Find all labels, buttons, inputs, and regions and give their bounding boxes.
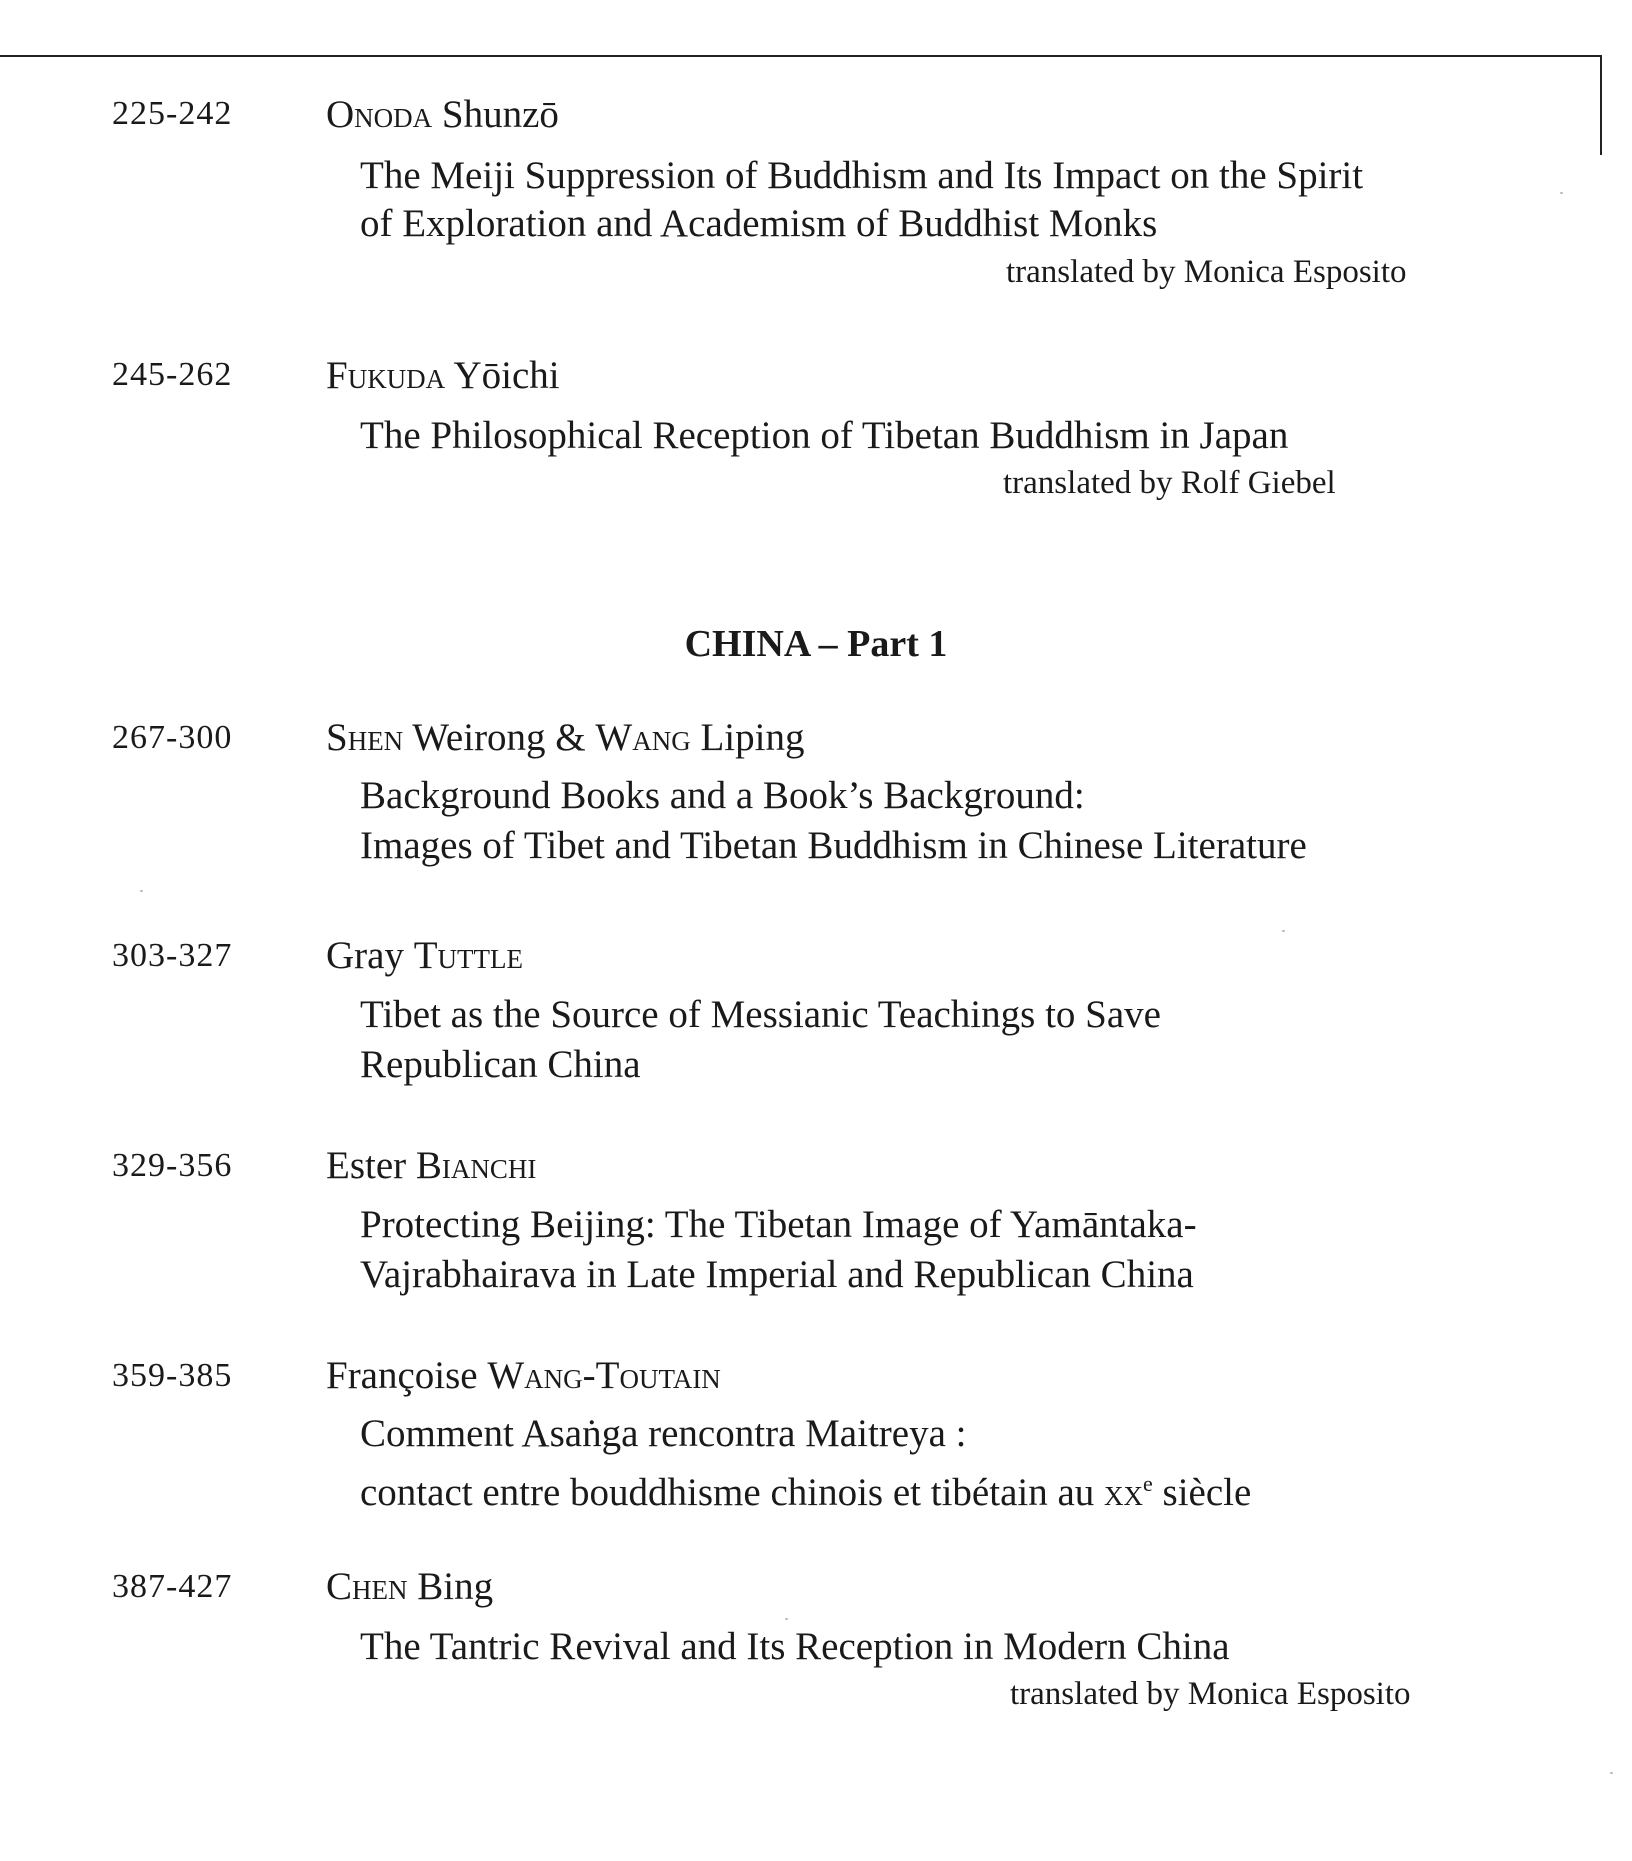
author: Fukuda Yōichi	[326, 354, 560, 397]
author: Shen Weirong & Wang Liping	[326, 716, 805, 759]
top-rule	[0, 55, 1602, 57]
article-title-line: Tibet as the Source of Messianic Teachings to Save	[360, 993, 1161, 1036]
scan-speck	[1610, 1772, 1613, 1774]
right-rule	[1600, 55, 1602, 155]
article-title-line: Images of Tibet and Tibetan Buddhism in Chinese Literature	[360, 824, 1307, 867]
article-title-line: of Exploration and Academism of Buddhist Monks	[360, 202, 1158, 245]
scan-speck	[1282, 930, 1285, 932]
page-range: 359-385	[112, 1357, 233, 1394]
translator-credit: translated by Monica Esposito	[1006, 254, 1407, 290]
scan-speck	[785, 1618, 788, 1620]
article-title-line: The Tantric Revival and Its Reception in Modern China	[360, 1625, 1230, 1668]
article-title-line: The Meiji Suppression of Buddhism and Its Impact on the Spirit	[360, 154, 1364, 197]
page-range: 303-327	[112, 937, 233, 974]
author: Onoda Shunzō	[326, 93, 559, 136]
article-title-line: The Philosophical Reception of Tibetan Buddhism in Japan	[360, 414, 1289, 457]
page-range: 387-427	[112, 1568, 233, 1605]
author: Françoise Wang-Toutain	[326, 1354, 721, 1397]
article-title-line: Vajrabhairava in Late Imperial and Republican China	[360, 1253, 1194, 1296]
article-title-line: Background Books and a Book’s Background:	[360, 774, 1085, 817]
section-heading: CHINA – Part 1	[684, 623, 948, 665]
author: Gray Tuttle	[326, 934, 524, 977]
author: Chen Bing	[326, 1565, 494, 1608]
article-title-line: contact entre bouddhisme chinois et tibétain au $xx^e$ siècle	[360, 1471, 1252, 1514]
page-range: 267-300	[112, 719, 233, 756]
page-range: 245-262	[112, 356, 233, 393]
article-title-line: Republican China	[360, 1043, 641, 1086]
page-range: 329-356	[112, 1147, 233, 1184]
translator-credit: translated by Monica Esposito	[1010, 1676, 1411, 1712]
article-title-line: Protecting Beijing: The Tibetan Image of Yamāntaka-	[360, 1203, 1197, 1246]
article-title-line: Comment Asaṅga rencontra Maitreya :	[360, 1412, 967, 1455]
author: Ester Bianchi	[326, 1144, 537, 1187]
scan-speck	[1560, 192, 1563, 194]
translator-credit: translated by Rolf Giebel	[1003, 465, 1336, 501]
scan-speck	[140, 890, 143, 892]
page-range: 225-242	[112, 95, 233, 132]
